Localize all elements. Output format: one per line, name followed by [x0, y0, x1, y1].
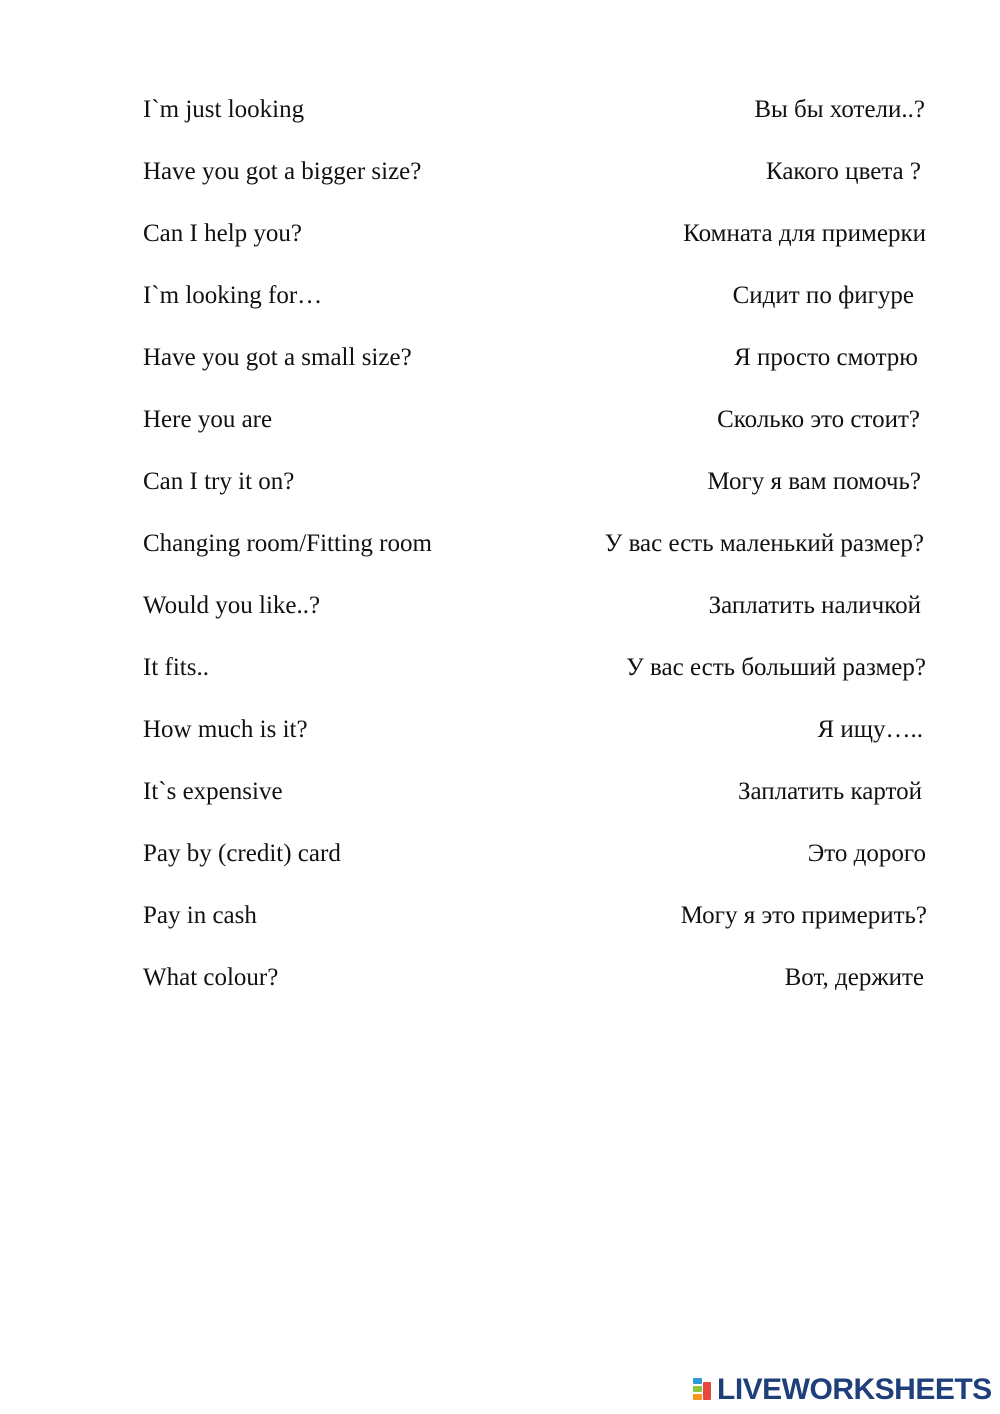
phrase-row	[0, 90, 1000, 130]
english-phrase: I`m just looking	[143, 96, 305, 123]
liveworksheets-logo-icon	[693, 1376, 713, 1404]
russian-phrase: Я просто смотрю	[734, 344, 918, 371]
russian-phrase: Комната для примерки	[683, 220, 926, 247]
english-phrase: It fits..	[143, 654, 209, 681]
phrase-row	[0, 586, 1000, 626]
russian-phrase: Сколько это стоит?	[717, 406, 920, 433]
phrase-row	[0, 276, 1000, 316]
english-phrase: What colour?	[143, 964, 279, 991]
english-phrase: Can I help you?	[143, 220, 302, 247]
english-phrase: Would you like..?	[143, 592, 321, 619]
russian-phrase: Я ищу…..	[817, 716, 923, 743]
english-phrase: It`s expensive	[143, 778, 283, 805]
english-phrase: How much is it?	[143, 716, 308, 743]
russian-phrase: Вы бы хотели..?	[754, 96, 925, 123]
phrase-row	[0, 524, 1000, 564]
phrase-row	[0, 152, 1000, 192]
english-phrase: Can I try it on?	[143, 468, 295, 495]
phrase-row	[0, 834, 1000, 874]
english-phrase: Have you got a bigger size?	[143, 158, 422, 185]
russian-phrase: Заплатить наличкой	[708, 592, 921, 619]
russian-phrase: У вас есть больший размер?	[626, 654, 926, 681]
phrase-row	[0, 648, 1000, 688]
english-phrase: Changing room/Fitting room	[143, 530, 432, 557]
russian-phrase: Какого цвета ?	[765, 158, 921, 185]
phrase-row	[0, 896, 1000, 936]
english-phrase: Pay in cash	[143, 902, 257, 929]
phrase-row	[0, 338, 1000, 378]
brand-name: LIVEWORKSHEETS	[717, 1373, 992, 1406]
russian-phrase: Могу я вам помочь?	[707, 468, 921, 495]
russian-phrase: Могу я это примерить?	[680, 902, 927, 929]
russian-phrase: Вот, держите	[784, 964, 924, 991]
phrase-row	[0, 958, 1000, 998]
english-phrase: Here you are	[143, 406, 273, 433]
phrase-row	[0, 710, 1000, 750]
phrase-row	[0, 772, 1000, 812]
phrase-row	[0, 462, 1000, 502]
russian-phrase: Это дорого	[807, 840, 926, 867]
liveworksheets-brand	[693, 1372, 992, 1408]
english-phrase: I`m looking for…	[143, 282, 323, 309]
russian-phrase: У вас есть маленький размер?	[604, 530, 924, 557]
russian-phrase: Заплатить картой	[738, 778, 922, 805]
phrase-row	[0, 400, 1000, 440]
english-phrase: Pay by (credit) card	[143, 840, 341, 867]
english-phrase: Have you got a small size?	[143, 344, 412, 371]
russian-phrase: Сидит по фигуре	[732, 282, 914, 309]
phrase-row	[0, 214, 1000, 254]
